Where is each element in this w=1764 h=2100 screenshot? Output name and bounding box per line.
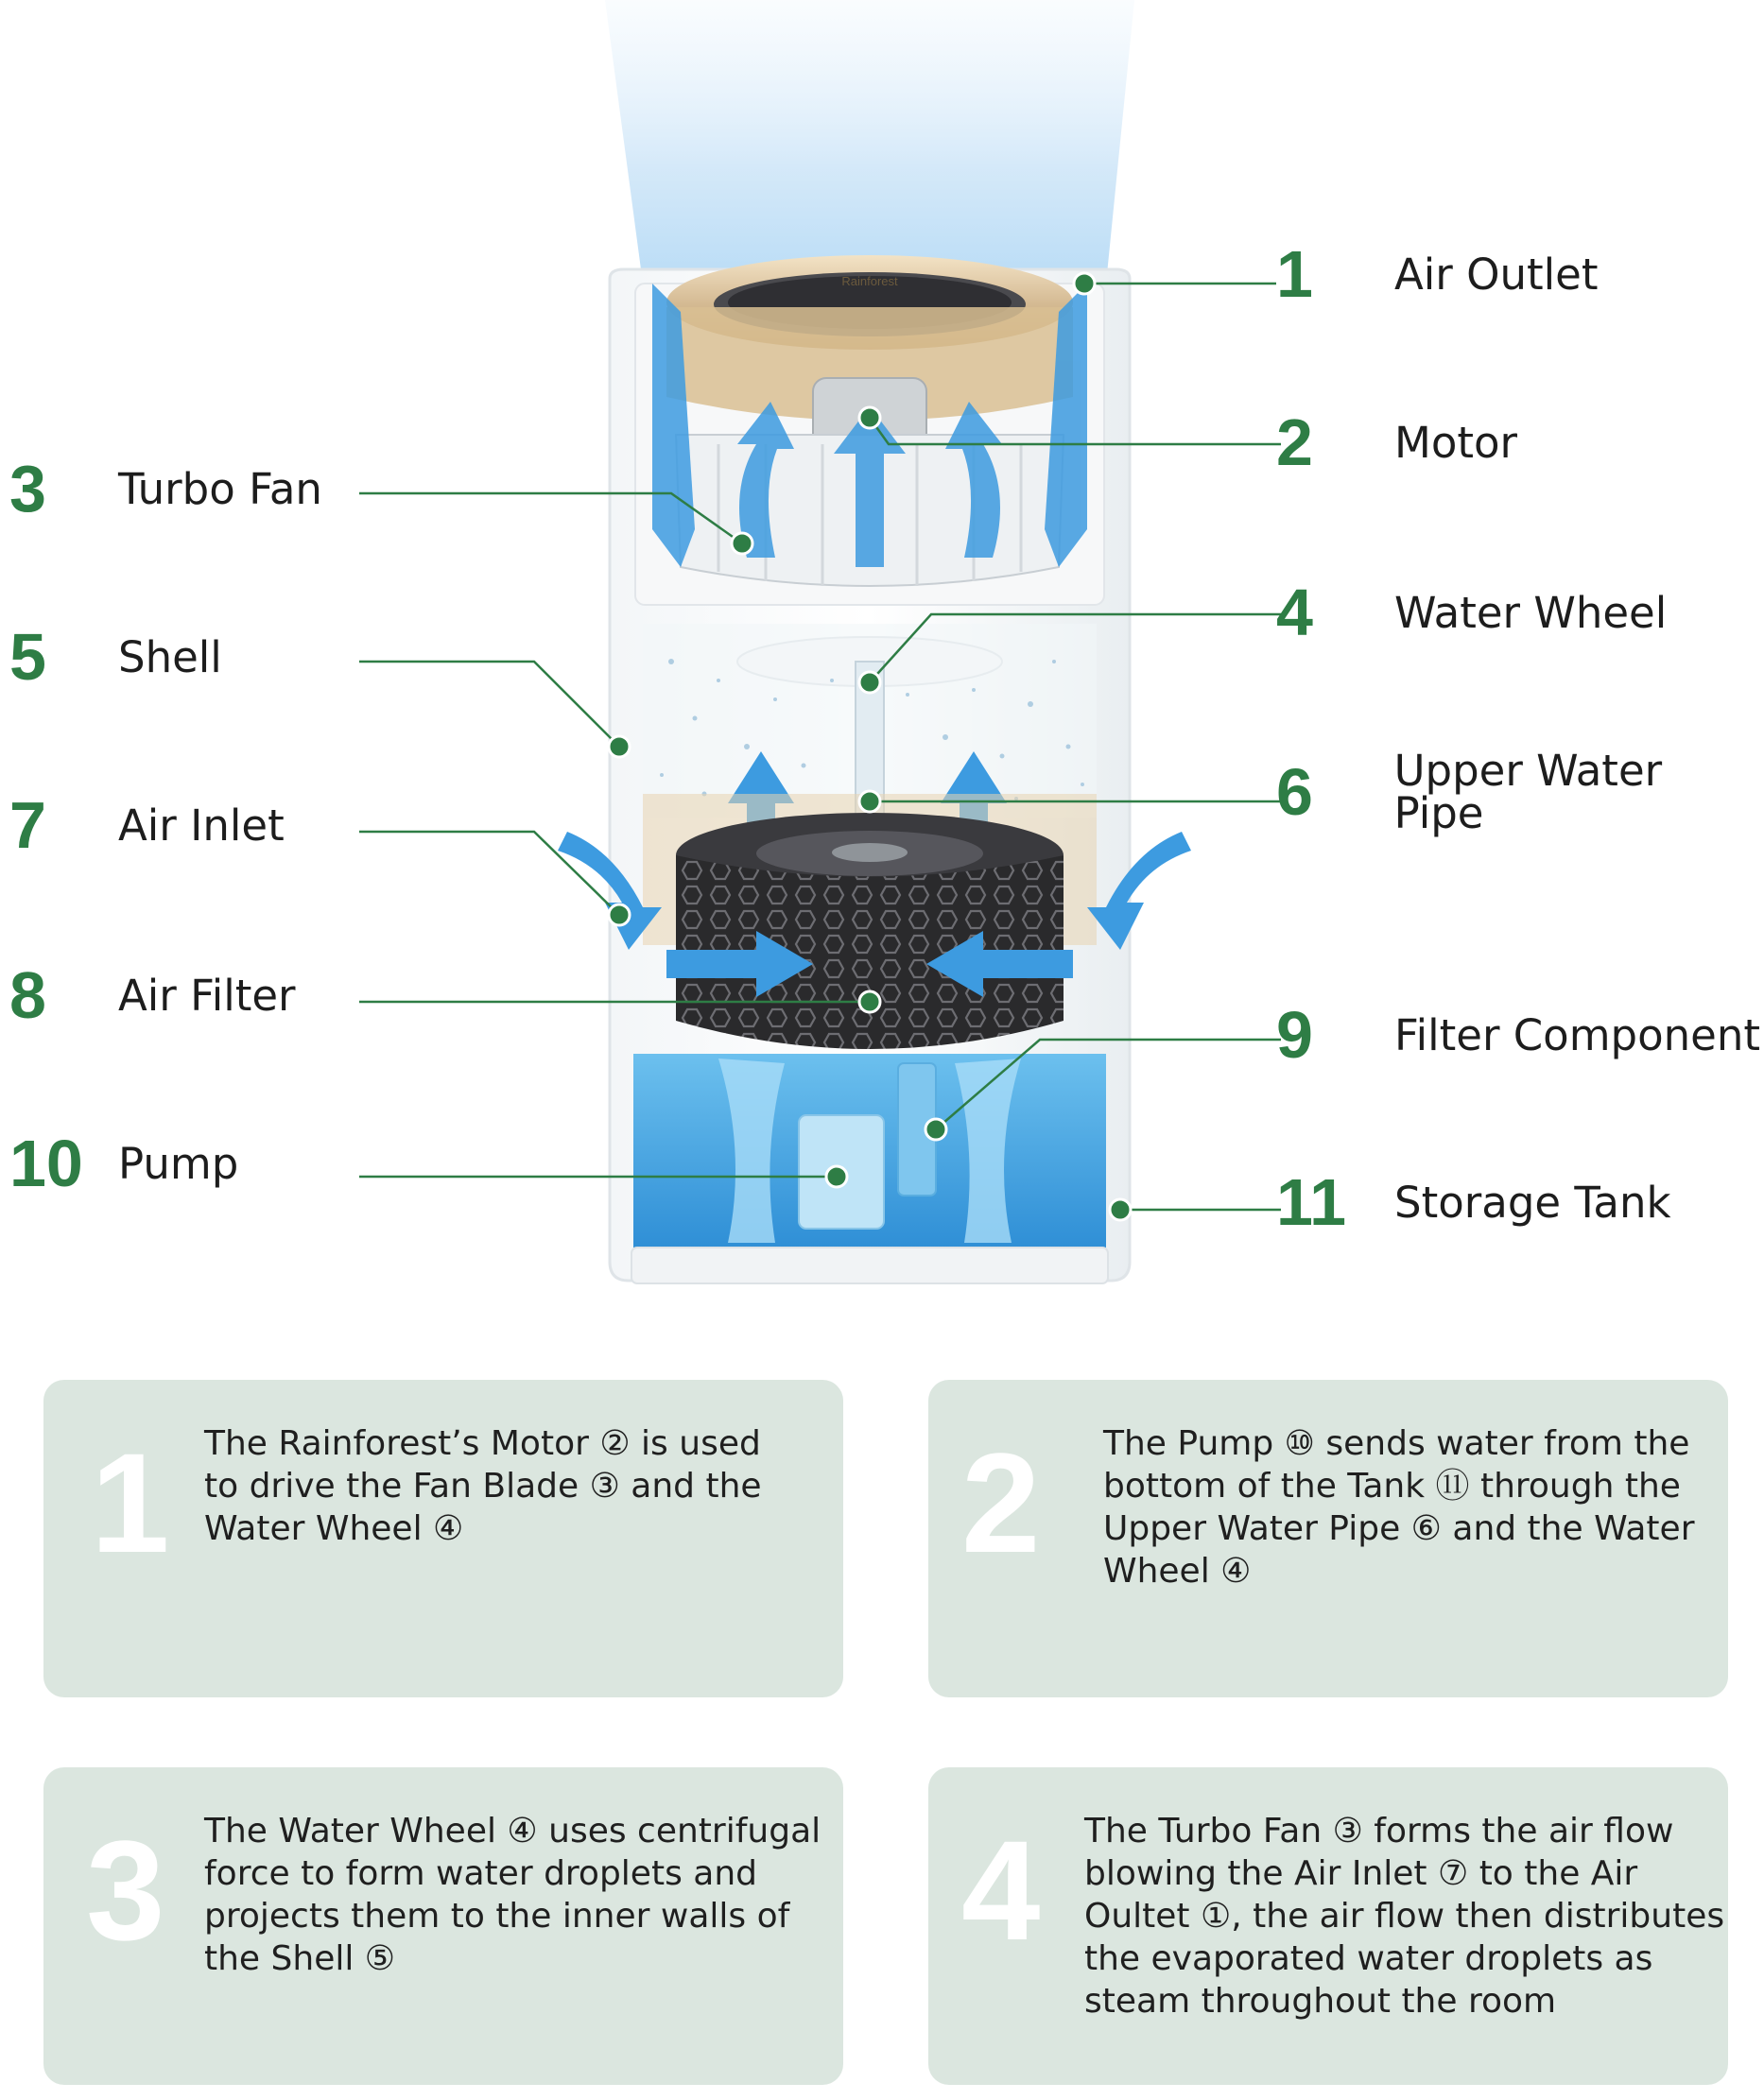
step-line: blowing the Air Inlet ⑦ to the Air bbox=[1084, 1854, 1638, 1893]
callout-label: Turbo Fan bbox=[118, 463, 322, 514]
base bbox=[631, 1248, 1108, 1283]
step-line: force to form water droplets and bbox=[204, 1854, 757, 1893]
step-line: Oultet ①, the air flow then distributes bbox=[1084, 1897, 1725, 1936]
step-card-3 bbox=[43, 1767, 843, 2085]
brand-logo: Rainforest bbox=[841, 274, 898, 288]
step-number: 4 bbox=[961, 1811, 1041, 1970]
callout-upper-water-pipe bbox=[1276, 746, 1764, 838]
callout-number: 7 bbox=[9, 788, 46, 862]
callout-label: Upper Water Pipe bbox=[1393, 746, 1663, 838]
step-card-4 bbox=[928, 1767, 1728, 2085]
callout-number: 6 bbox=[1276, 755, 1313, 829]
step-description bbox=[1103, 1422, 1695, 1592]
callout-motor bbox=[1276, 405, 1518, 479]
callout-number: 10 bbox=[9, 1127, 83, 1200]
step-card-2 bbox=[928, 1380, 1728, 1697]
step-line: Water Wheel ④ bbox=[204, 1509, 464, 1548]
callout-filter-component bbox=[1276, 998, 1761, 1072]
callout-storage-tank bbox=[1276, 1165, 1671, 1239]
callout-air-inlet bbox=[9, 788, 285, 862]
step-line: The Rainforest’s Motor ② is used bbox=[204, 1424, 761, 1463]
callout-number: 5 bbox=[9, 620, 46, 694]
callout-number: 3 bbox=[9, 452, 46, 525]
step-description bbox=[204, 1422, 762, 1550]
step-line: The Turbo Fan ③ forms the air flow bbox=[1084, 1812, 1674, 1850]
mist-plume bbox=[605, 0, 1134, 284]
step-number: 3 bbox=[86, 1811, 165, 1970]
callout-label: Shell bbox=[118, 631, 222, 682]
callout-shell bbox=[9, 620, 222, 694]
step-line: bottom of the Tank ⑪ through the bbox=[1103, 1467, 1681, 1506]
callout-number: 11 bbox=[1276, 1165, 1346, 1239]
callout-number: 9 bbox=[1276, 998, 1313, 1072]
callout-label: Water Wheel bbox=[1394, 587, 1668, 638]
callout-air-filter bbox=[9, 958, 296, 1032]
step-line: The Water Wheel ④ uses centrifugal bbox=[204, 1812, 821, 1850]
callout-number: 4 bbox=[1276, 576, 1313, 649]
step-line: Upper Water Pipe ⑥ and the Water bbox=[1103, 1509, 1695, 1548]
step-line: steam throughout the room bbox=[1084, 1982, 1557, 2021]
step-description bbox=[204, 1810, 821, 1980]
step-number: 1 bbox=[91, 1423, 170, 1582]
callout-number: 1 bbox=[1276, 237, 1313, 311]
callout-water-wheel bbox=[1276, 576, 1668, 649]
step-line: Wheel ④ bbox=[1103, 1552, 1252, 1591]
callout-label: Air Outlet bbox=[1394, 249, 1599, 300]
callout-label: Air Filter bbox=[118, 970, 296, 1021]
callout-air-outlet bbox=[1276, 237, 1599, 311]
step-line: the Shell ⑤ bbox=[204, 1939, 396, 1978]
step-number: 2 bbox=[961, 1423, 1041, 1582]
step-description bbox=[1084, 1810, 1724, 2023]
step-line: projects them to the inner walls of bbox=[204, 1897, 790, 1936]
callout-label: Air Inlet bbox=[118, 800, 285, 851]
callout-label: Motor bbox=[1394, 417, 1518, 468]
step-line: The Pump ⑩ sends water from the bbox=[1103, 1424, 1690, 1463]
step-line: the evaporated water droplets as bbox=[1084, 1939, 1653, 1978]
callout-number: 2 bbox=[1276, 405, 1313, 479]
callout-label: Filter Component bbox=[1394, 1009, 1761, 1060]
callout-label: Storage Tank bbox=[1394, 1177, 1671, 1228]
callout-pump bbox=[9, 1127, 239, 1200]
callout-turbo-fan bbox=[9, 452, 322, 525]
callout-number: 8 bbox=[9, 958, 46, 1032]
callout-label: Pump bbox=[118, 1138, 239, 1189]
step-line: to drive the Fan Blade ③ and the bbox=[204, 1467, 762, 1506]
step-card-1 bbox=[43, 1380, 843, 1697]
